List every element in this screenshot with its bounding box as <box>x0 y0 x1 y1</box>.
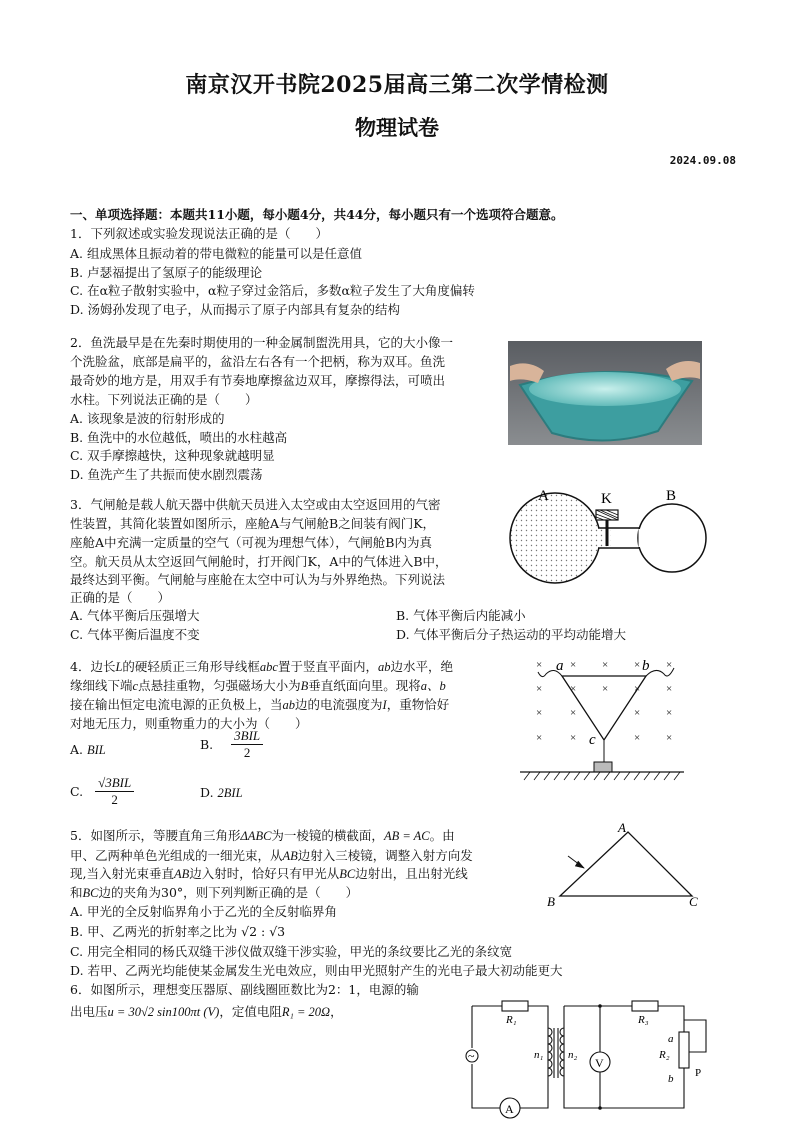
label-p: P <box>695 1067 702 1079</box>
q5-stem-2: 甲、乙两种单色光组成的一细光束，从AB边射入三棱镜，调整入射方向发 <box>70 848 473 863</box>
svg-text:×: × <box>536 683 543 695</box>
q3-option-a: A. 气体平衡后压强增大 <box>70 608 200 623</box>
ac-source-label: ~ <box>468 1049 475 1063</box>
label-r1: R₁ <box>506 1014 517 1026</box>
svg-text:×: × <box>634 659 641 671</box>
ammeter-label: A <box>505 1102 514 1116</box>
q3-stem-1: 3．气闸舱是载人航天器中供航天员进入太空或由太空返回用的气密 <box>70 497 441 512</box>
q2-stem-4: 水柱。下列说法正确的是（ ） <box>70 392 258 407</box>
q3-stem-5: 最终达到平衡。气闸舱与座舱在太空中可认为与外界绝热。下列说法 <box>70 572 446 587</box>
label-b: b <box>642 658 650 674</box>
section-heading: 一、单项选择题：本题共11小题，每小题4分，共44分，每小题只有一个选项符合题意。 <box>70 207 564 222</box>
q5-option-b: B. 甲、乙两光的折射率之比为 √2 : √3 <box>70 924 286 939</box>
q1-stem: 1．下列叙述或实验发现说法正确的是（ ） <box>70 226 328 241</box>
label-c: C <box>689 894 698 909</box>
svg-text:×: × <box>634 707 641 719</box>
q4-option-c: C. $\frac{\text{√3BIL}}{2}$ <box>70 775 134 808</box>
q2-stem-1: 2．鱼洗最早是在先秦时期使用的一种金属制盥洗用具，它的大小像一 <box>70 335 453 350</box>
q5-option-c: C. 用完全相同的杨氏双缝干涉仪做双缝干涉实验，甲光的条纹要比乙光的条纹宽 <box>70 944 513 959</box>
label-n2: n₂ <box>568 1049 578 1061</box>
voltmeter-label: V <box>595 1056 604 1070</box>
q5-stem-3: 现,当入射光束垂直AB边入射时，恰好只有甲光从BC边射出，且出射光线 <box>70 866 468 881</box>
fish-basin-photo <box>508 341 702 445</box>
q4-option-d: D. 2BIL <box>200 785 243 800</box>
q6-stem-1: 6．如图所示，理想变压器原、副线圈匝数比为2：1，电源的输 <box>70 982 419 997</box>
svg-text:×: × <box>666 732 673 744</box>
q3-stem-6: 正确的是（ ） <box>70 590 171 605</box>
exam-title: 南京汉开书院2025届高三第二次学情检测 <box>185 72 609 98</box>
svg-text:×: × <box>570 707 577 719</box>
q6-stem-2: 出电压u = 30√2 sin100πt (V)，定值电阻R₁ = 20Ω， <box>70 1004 343 1019</box>
label-r3: R₃ <box>638 1014 649 1026</box>
svg-text:×: × <box>666 659 673 671</box>
label-a: a <box>556 658 564 674</box>
q2-option-b: B. 鱼洗中的水位越低，喷出的水柱越高 <box>70 430 288 445</box>
svg-text:×: × <box>666 707 673 719</box>
exam-date: 2024.09.08 <box>669 154 736 167</box>
svg-text:×: × <box>602 683 609 695</box>
label-k: K <box>601 491 612 507</box>
svg-text:×: × <box>602 659 609 671</box>
label-b: B <box>666 488 677 504</box>
svg-text:×: × <box>666 683 673 695</box>
label-a: A <box>538 488 549 504</box>
exam-subtitle: 物理试卷 <box>355 115 439 140</box>
q4-stem-3: 接在输出恒定电流电源的正负极上，当ab边的电流强度为I，重物恰好 <box>70 697 450 712</box>
label-r2: R₂ <box>659 1049 670 1061</box>
q4-option-b: B. $\frac{\text{3BIL}}{2}$ <box>200 728 263 761</box>
q3-option-d: D. 气体平衡后分子热运动的平均动能增大 <box>396 627 627 642</box>
q5-stem-1: 5．如图所示，等腰直角三角形ΔABC为一棱镜的横截面，AB = AC。由 <box>70 828 455 843</box>
svg-text:×: × <box>570 683 577 695</box>
q4-stem-4: 对地无压力，则重物重力的大小为（ ） <box>70 716 308 731</box>
q5-stem-4: 和BC边的夹角为30°，则下列判断正确的是（ ） <box>70 885 359 900</box>
q1-option-b: B. 卢瑟福提出了氢原子的能级理论 <box>70 265 263 280</box>
q3-option-b: B. 气体平衡后内能减小 <box>396 608 526 623</box>
airlock-diagram <box>500 484 718 586</box>
q5-option-a: A. 甲光的全反射临界角小于乙光的全反射临界角 <box>70 904 337 919</box>
label-n1: n₁ <box>534 1049 544 1061</box>
q1-option-c: C. 在α粒子散射实验中，α粒子穿过金箔后，多数α粒子发生了大角度偏转 <box>70 283 475 298</box>
q4-stem-1: 4．边长L的硬轻质正三角形导线框abc置于竖直平面内，ab边水平，绝 <box>70 659 454 674</box>
svg-text:×: × <box>536 732 543 744</box>
label-b: b <box>668 1073 674 1085</box>
q3-stem-3: 座舱A中充满一定质量的空气（可视为理想气体），气闸舱B内为真 <box>70 535 432 550</box>
q3-option-c: C. 气体平衡后温度不变 <box>70 627 200 642</box>
svg-text:×: × <box>634 732 641 744</box>
svg-text:×: × <box>634 683 641 695</box>
q2-stem-2: 个洗脸盆，底部是扁平的，盆沿左右各有一个把柄，称为双耳。鱼洗 <box>70 354 446 369</box>
q5-option-d: D. 若甲、乙两光均能使某金属发生光电效应，则由甲光照射产生的光电子最大初动能更大 <box>70 963 563 978</box>
label-b: B <box>547 894 555 909</box>
q2-option-a: A. 该现象是波的衍射形成的 <box>70 411 225 426</box>
label-a: A <box>618 820 626 835</box>
transformer-circuit <box>462 998 726 1120</box>
q2-option-d: D. 鱼洗产生了共振而使水剧烈震荡 <box>70 467 263 482</box>
q1-option-a: A. 组成黑体且振动着的带电微粒的能量可以是任意值 <box>70 246 362 261</box>
q1-option-d: D. 汤姆孙发现了电子，从而揭示了原子内部具有复杂的结构 <box>70 302 401 317</box>
q3-stem-4: 空。航天员从太空返回气闸舱时，打开阀门K，A中的气体进入B中， <box>70 554 448 569</box>
label-a: a <box>668 1033 674 1045</box>
q4-stem-2: 缘细线下端c点悬挂重物，匀强磁场大小为B垂直纸面向里。现将a、b <box>70 678 446 693</box>
svg-text:×: × <box>570 659 577 671</box>
label-c: c <box>589 732 596 748</box>
svg-text:×: × <box>570 732 577 744</box>
q2-stem-3: 最奇妙的地方是，用双手有节奏地摩擦盆边双耳，摩擦得法，可喷出 <box>70 373 446 388</box>
q2-option-c: C. 双手摩擦越快，这种现象就越明显 <box>70 448 275 463</box>
triangle-frame-diagram <box>516 652 688 784</box>
svg-text:×: × <box>536 659 543 671</box>
q4-option-a: A. BIL <box>70 742 106 757</box>
q3-stem-2: 性装置，其简化装置如图所示，座舱A与气闸舱B之间装有阀门K， <box>70 516 436 531</box>
prism-diagram <box>540 820 710 910</box>
svg-text:×: × <box>536 707 543 719</box>
